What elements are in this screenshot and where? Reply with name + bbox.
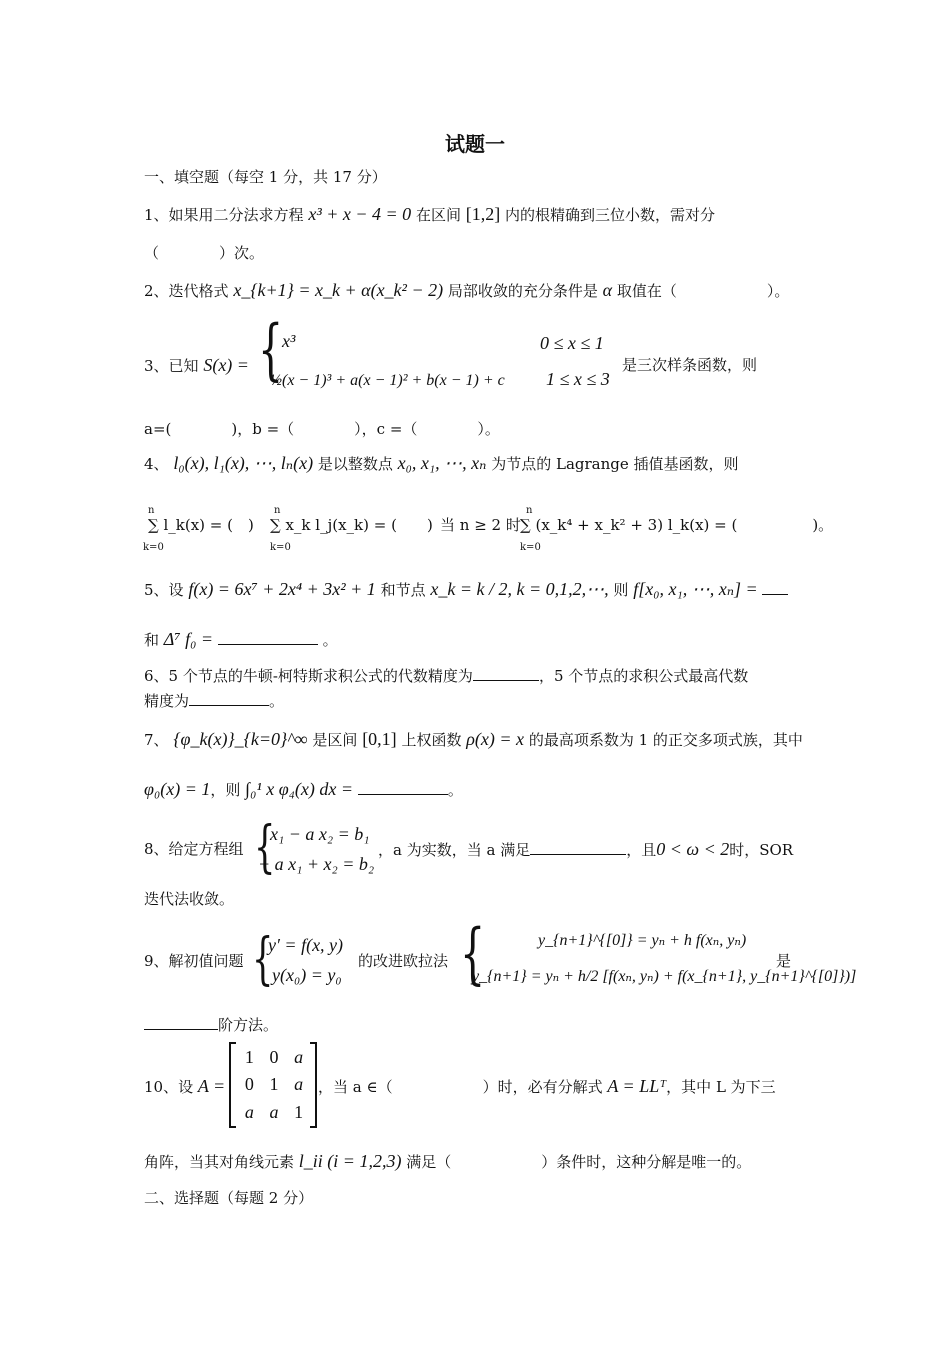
q8-prefix: 8、给定方程组 [144, 840, 244, 858]
q4-mid: 是以整数点 [317, 455, 393, 473]
q8-eq2: − a x₁ + x₂ = b₂ [258, 854, 375, 874]
q4-sum3-bottom: k=0 [520, 542, 541, 553]
q2-iteration: x_{k+1} = x_k + α(x_k² − 2) [233, 280, 444, 300]
q2-tail: 取值在（ ）。 [616, 282, 790, 300]
q5-blank1 [762, 580, 788, 595]
q4-sum3: ∑ (x_k⁴ + x_k² + 3) l_k(x) = ( )。 [520, 516, 834, 534]
q6-text4: 。 [269, 692, 285, 710]
q3-brace: { [258, 311, 284, 388]
q10-lhs: A = [197, 1076, 226, 1096]
q3-case2: ½(x − 1)³ + a(x − 1)² + b(x − 1) + c [270, 372, 505, 389]
q2-line [144, 279, 812, 302]
q4-suffix: 为节点的 Lagrange 插值基函数，则 [491, 455, 739, 473]
q2-alpha: α [602, 280, 613, 300]
q8-mid: ，a 为实数，当 a 满足 [378, 841, 531, 859]
q9-line2 [144, 1014, 812, 1036]
q5-line2-prefix: 和 [144, 631, 160, 649]
q7-prefix: 7、 [144, 731, 169, 749]
q7-end: 。 [447, 781, 463, 799]
q6-line1 [144, 665, 812, 687]
q9-ivp2: y(x₀) = y₀ [272, 965, 342, 985]
q10-line2 [144, 1150, 812, 1173]
q5-line2-suffix: 。 [322, 631, 338, 649]
q10-suffix: ，其中 L 为下三 [666, 1078, 776, 1096]
q4-sum2-bottom: k=0 [270, 542, 291, 553]
q7-line2 [144, 778, 812, 801]
q7-line1 [144, 728, 812, 751]
q5-line1 [144, 578, 812, 601]
q4-nodes: x₀, x₁, ⋯, xₙ [397, 453, 487, 473]
matrix-cell: 1 [269, 1074, 279, 1095]
q9-mid: 的改进欧拉法 [358, 952, 449, 970]
q7-family: {φ_k(x)}_{k=0}^∞ [173, 729, 308, 749]
q6-text3: 精度为 [144, 692, 190, 710]
matrix-cell: a [294, 1074, 304, 1095]
q4-sum1-top: n [148, 505, 155, 516]
q7-blank [358, 780, 448, 795]
q1-suffix: 内的根精确到三位小数，需对分 [505, 206, 716, 224]
section1-heading: 一、填空题（每空 1 分，共 17 分） [144, 168, 387, 186]
q3-suffix: 是三次样条函数，则 [622, 356, 758, 374]
q6-text2: ，5 个节点的求积公式最高代数 [538, 667, 749, 685]
q4-basis: l₀(x), l₁(x), ⋯, lₙ(x) [173, 453, 314, 473]
q3-line2: a=( )，b =（ ），c =（ ）。 [144, 420, 500, 438]
matrix-cell: 0 [244, 1074, 254, 1095]
q10-matrix [229, 1042, 317, 1128]
q5-divided-difference: f[x₀, x₁, ⋯, xₙ] = [633, 579, 758, 599]
q10-matrix-grid [237, 1044, 311, 1126]
q9-blank [144, 1015, 218, 1030]
q7-then: ，则 [210, 781, 241, 799]
q3-case1: x³ [282, 331, 296, 351]
q5-function: f(x) = 6x⁷ + 2x⁴ + 3x² + 1 [188, 579, 376, 599]
q6-line2 [144, 690, 812, 712]
q8-mid2: ，且 [626, 841, 657, 859]
q3-prefix-line [144, 354, 274, 377]
q7-integral: ∫₀¹ x φ₄(x) dx = [245, 779, 354, 799]
page-title: 试题一 [445, 132, 505, 156]
q8-line1-rest [378, 838, 812, 861]
q9-scheme1: y_{n+1}^{[0]} = yₙ + h f(xₙ, yₙ) [538, 932, 747, 949]
q8-eq1: x₁ − a x₂ = b₁ [270, 824, 370, 844]
q4-sum2: ∑ x_k l_j(x_k) = ( ) [270, 516, 433, 534]
q4-sum2-top: n [274, 505, 281, 516]
q1-line1 [144, 203, 812, 226]
q7-phi0: φ₀(x) = 1 [144, 779, 211, 799]
q10-decomposition: A = LLᵀ [607, 1076, 667, 1096]
q3-prefix: 3、已知 [144, 357, 199, 375]
matrix-cell: a [269, 1101, 279, 1122]
q9-suffix: 是 [776, 952, 792, 970]
q9-prefix: 9、解初值问题 [144, 952, 244, 970]
q8-line2: 迭代法收敛。 [144, 890, 235, 908]
q10-line2-prefix: 角阵，当其对角线元素 [144, 1153, 295, 1171]
q8-omega: 0 < ω < 2 [656, 839, 730, 859]
q9-scheme2: y_{n+1} = yₙ + h/2 [f(xₙ, yₙ) + f(x_{n+1}, y_{n+1}^{[0]})] [472, 968, 857, 985]
matrix-cell: 0 [269, 1047, 279, 1068]
q5-line2 [144, 628, 812, 651]
q5-prefix: 5、设 [144, 581, 184, 599]
q10-prefix: 10、设 [144, 1078, 194, 1096]
q9-line2-text: 阶方法。 [218, 1016, 279, 1034]
q9-brace1: { [252, 927, 274, 992]
q5-mid: 和节点 [380, 581, 426, 599]
matrix-cell: 1 [244, 1047, 254, 1068]
q6-blank2 [189, 691, 269, 706]
q4-sum3-top: n [526, 505, 533, 516]
q8-brace: { [254, 815, 276, 880]
q7-mid: 是区间 [312, 731, 358, 749]
q4-cond: 当 n ≥ 2 时 [440, 516, 521, 534]
q1-equation: x³ + x − 4 = 0 [308, 204, 412, 224]
q3-cond1: 0 ≤ x ≤ 1 [540, 333, 604, 353]
q10-line1-rest [318, 1075, 812, 1098]
q2-prefix: 2、迭代格式 [144, 282, 229, 300]
matrix-cell: a [244, 1101, 254, 1122]
q7-suffix: 的最高项系数为 1 的正交多项式族，其中 [528, 731, 803, 749]
q3-cond2: 1 ≤ x ≤ 3 [546, 369, 610, 389]
q10-diagonal: l_ii (i = 1,2,3) [298, 1151, 402, 1171]
matrix-cell: a [294, 1047, 304, 1068]
q5-nodes: x_k = k / 2, k = 0,1,2,⋯, [430, 579, 609, 599]
q6-text1: 6、5 个节点的牛顿-柯特斯求积公式的代数精度为 [144, 667, 473, 685]
q5-delta: Δ⁷ f₀ = [163, 629, 214, 649]
q8-blank [530, 840, 626, 855]
q6-blank1 [473, 666, 539, 681]
q9-ivp1: y′ = f(x, y) [268, 935, 344, 955]
q1-line2: （ ）次。 [144, 244, 265, 262]
q4-prefix: 4、 [144, 455, 169, 473]
q1-mid: 在区间 [415, 206, 461, 224]
q10-line2-suffix: 满足（ ）条件时，这种分解是唯一的。 [406, 1153, 752, 1171]
q7-mid2: 上权函数 [401, 731, 462, 749]
q7-interval: [0,1] [362, 729, 397, 749]
q5-blank2 [218, 630, 318, 645]
q8-suffix: 时，SOR [729, 841, 794, 859]
q1-interval: [1,2] [465, 204, 501, 224]
q7-weight: ρ(x) = x [466, 729, 525, 749]
q9-brace2: { [460, 915, 486, 992]
q3-lhs: S(x) = [203, 355, 249, 375]
q4-line1 [144, 452, 812, 475]
q5-then: 则 [613, 581, 629, 599]
q1-prefix: 1、如果用二分法求方程 [144, 206, 304, 224]
matrix-cell: 1 [294, 1101, 304, 1122]
q10-mid: ，当 a ∈（ ）时，必有分解式 [318, 1078, 603, 1096]
q4-sum1-bottom: k=0 [143, 542, 164, 553]
section2-heading: 二、选择题（每题 2 分） [144, 1189, 314, 1207]
q4-sum1: ∑ l_k(x) = ( ) [148, 516, 254, 534]
q2-suffix: 局部收敛的充分条件是 [447, 282, 598, 300]
